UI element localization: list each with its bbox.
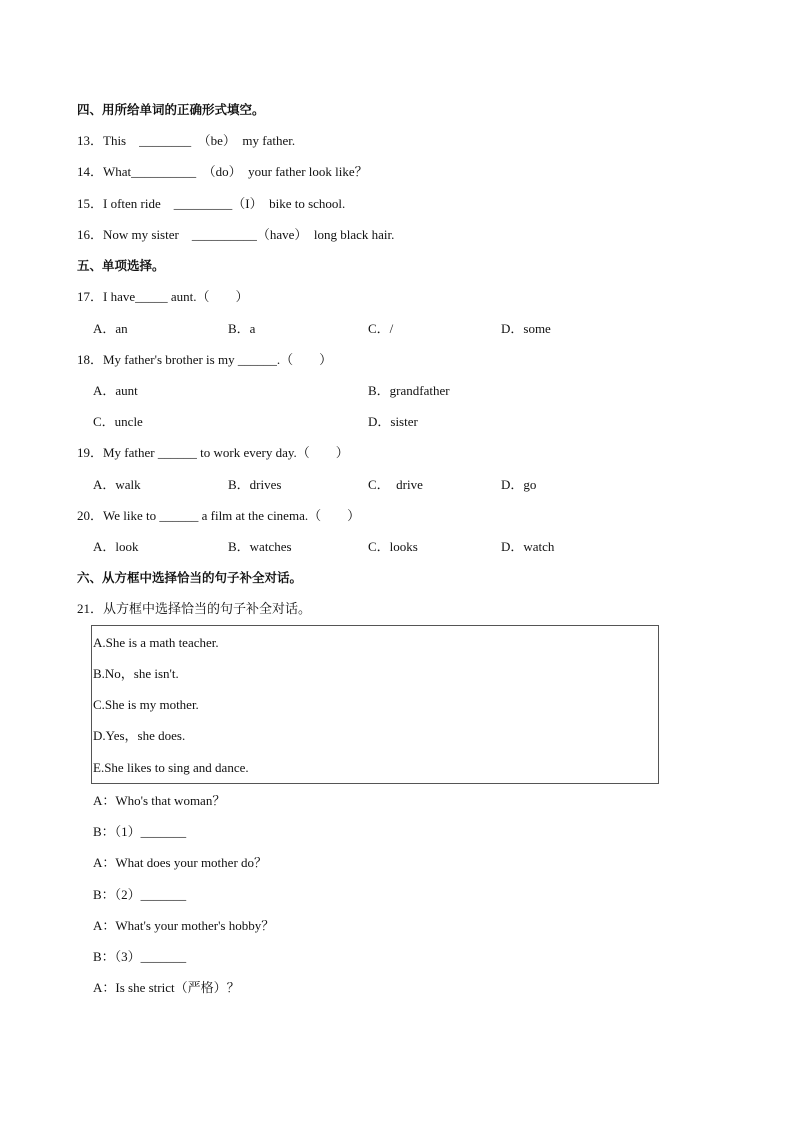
dialogue-line-2[interactable]: B：（1）_______ bbox=[93, 824, 187, 839]
question-13: 13．This ________ （be） my father. bbox=[77, 133, 296, 148]
question-21-stem: 21．从方框中选择恰当的句子补全对话。 bbox=[77, 601, 312, 616]
question-20-stem: 20．We like to ______ a film at the cinema.（ ） bbox=[77, 508, 361, 523]
box-option-b: B.No，she isn't. bbox=[93, 666, 179, 681]
question-17-stem: 17．I have_____ aunt.（ ） bbox=[77, 289, 249, 304]
question-16: 16．Now my sister __________（have） long black hair. bbox=[77, 227, 395, 242]
question-17-option-b[interactable]: B．a bbox=[228, 321, 256, 336]
section-6-heading: 六、从方框中选择恰当的句子补全对话。 bbox=[77, 570, 303, 585]
box-option-d: D.Yes，she does. bbox=[93, 728, 186, 743]
dialogue-line-5: A：What's your mother's hobby？ bbox=[93, 918, 275, 933]
question-20-option-d[interactable]: D．watch bbox=[501, 539, 555, 554]
question-14: 14．What__________ （do） your father look like？ bbox=[77, 164, 368, 179]
question-20-option-c[interactable]: C．looks bbox=[368, 539, 418, 554]
box-option-a: A.She is a math teacher. bbox=[93, 635, 219, 650]
question-18-option-b[interactable]: B．grandfather bbox=[368, 383, 450, 398]
dialogue-line-4[interactable]: B：（2）_______ bbox=[93, 887, 187, 902]
question-19-option-a[interactable]: A．walk bbox=[93, 477, 141, 492]
question-19-option-c[interactable]: C． drive bbox=[368, 477, 423, 492]
question-18-stem: 18．My father's brother is my ______.（ ） bbox=[77, 352, 333, 367]
question-17-option-d[interactable]: D．some bbox=[501, 321, 551, 336]
question-17-option-c[interactable]: C．/ bbox=[368, 321, 394, 336]
question-19-option-b[interactable]: B．drives bbox=[228, 477, 282, 492]
dialogue-line-1: A：Who's that woman？ bbox=[93, 793, 226, 808]
question-20-option-a[interactable]: A．look bbox=[93, 539, 139, 554]
dialogue-line-7: A：Is she strict（严格）？ bbox=[93, 980, 240, 995]
box-option-e: E.She likes to sing and dance. bbox=[93, 760, 249, 775]
dialogue-line-6[interactable]: B：（3）_______ bbox=[93, 949, 187, 964]
question-20-option-b[interactable]: B．watches bbox=[228, 539, 292, 554]
question-19-option-d[interactable]: D．go bbox=[501, 477, 537, 492]
question-18-option-a[interactable]: A．aunt bbox=[93, 383, 138, 398]
dialogue-line-3: A：What does your mother do？ bbox=[93, 855, 268, 870]
section-5-heading: 五、单项选择。 bbox=[77, 258, 165, 273]
section-4-heading: 四、用所给单词的正确形式填空。 bbox=[77, 102, 265, 117]
question-17-option-a[interactable]: A．an bbox=[93, 321, 128, 336]
box-option-c: C.She is my mother. bbox=[93, 697, 199, 712]
question-18-option-d[interactable]: D．sister bbox=[368, 414, 418, 429]
question-19-stem: 19．My father ______ to work every day.（ ） bbox=[77, 445, 349, 460]
question-15: 15．I often ride _________（I） bike to school. bbox=[77, 196, 346, 211]
question-18-option-c[interactable]: C．uncle bbox=[93, 414, 143, 429]
